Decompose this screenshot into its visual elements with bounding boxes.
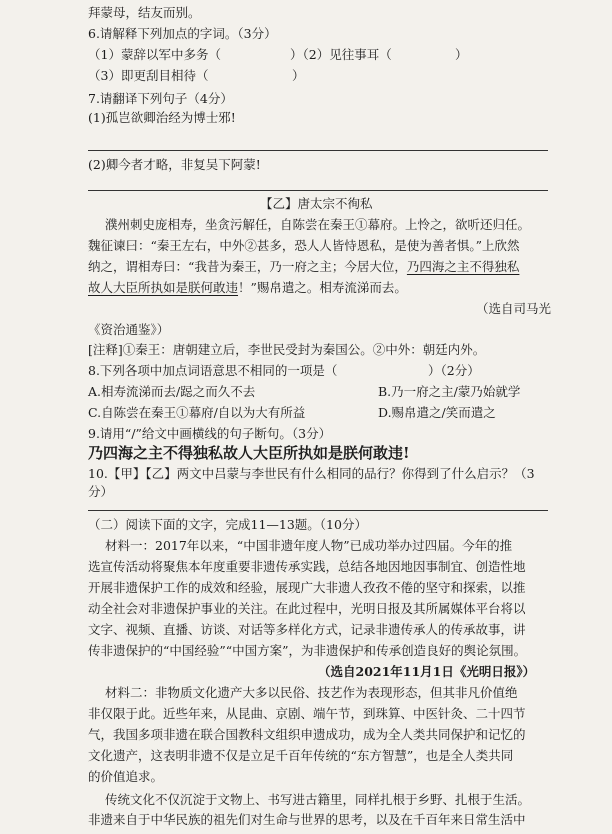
- m1-source: （选自2021年11月1日《光明日报》）: [318, 664, 536, 679]
- part2-heading: （二）阅读下面的文字，完成11—13题。（10分）: [88, 517, 367, 532]
- passage-b-line-4: [88, 280, 407, 296]
- m2-line-3: 气，我国多项非遗在联合国教科文组织申遗成功，成为全人类共同保护和记忆的: [88, 727, 526, 742]
- q9-stem: 9.请用“/”给文中画横线的句子断句。（3分）: [88, 426, 332, 441]
- q9-sentence: 乃四海之主不得独私故人大臣所执如是朕何敢违!: [88, 444, 410, 462]
- q10-line-1: 10.【甲】【乙】两文中吕蒙与李世民有什么相同的品行？你得到了什么启示？（3: [88, 466, 535, 481]
- answer-line: [88, 190, 548, 191]
- q6-item-3: （3）即更刮目相待（: [88, 68, 209, 83]
- q6-item-1: （1）蒙辞以军中多务（: [88, 47, 221, 62]
- underlined-sentence-part-2: 故人大臣所执如是朕何敢违: [88, 280, 239, 295]
- q6-item-3-close: ）: [292, 68, 305, 83]
- passage-b-line-3: [88, 259, 519, 275]
- q8-option-c: C.自陈尝在秦王①幕府/自以为大有所益: [88, 405, 306, 420]
- m1-line-5: 文字、视频、直播、访谈、对话等多样化方式，记录非遗传承人的传承故事，讲: [88, 622, 526, 637]
- q8-stem-tail: ）（2分）: [428, 363, 480, 378]
- q6-item-2: ）（2）见往事耳（: [290, 47, 392, 62]
- m1-line-4: 动全社会对非遗保护事业的关注。在此过程中，光明日报及其所属媒体平台将以: [88, 601, 526, 616]
- m1-line-2: 选宣传活动将聚焦本年度重要非遗传承实践，总结各地因地因事制宜、创造性地: [88, 559, 526, 574]
- q7-sentence-2: (2)卿今者才略，非复吴下阿蒙!: [88, 157, 261, 172]
- answer-line: [88, 150, 548, 151]
- passage-b-note: [注释]①秦王：唐朝建立后，李世民受封为秦国公。②中外：朝廷内外。: [88, 342, 486, 357]
- passage-b-source-b: 《资治通鉴》）: [88, 322, 170, 337]
- passage-b-line-4-text: ！”赐帛遣之。相寿流涕而去。: [238, 280, 407, 295]
- m1-line-1: 材料一：2017年以来，“中国非遗年度人物”已成功举办过四届。今年的推: [105, 538, 513, 553]
- m2-line-2: 非仅限于此。近些年来，从昆曲、京剧、端午节，到珠算、中医针灸、二十四节: [88, 706, 526, 721]
- q10-line-2: 分）: [88, 484, 114, 499]
- m3-line-1: 传统文化不仅沉淀于文物上、书写进古籍里，同样扎根于乡野、扎根于生活。: [105, 792, 531, 807]
- q6-stem: 6.请解释下列加点的字词。（3分）: [88, 26, 277, 41]
- q6-item-2-close: ）: [455, 47, 468, 62]
- q8-option-d: D.赐帛遣之/笑而遣之: [378, 405, 496, 420]
- m3-line-2: 非遗来自于中华民族的祖先们对生命与世界的思考，以及在千百年来日常生活中: [88, 812, 526, 827]
- passage-b-line-1: 濮州刺史庞相寿，坐贪污解任，自陈尝在秦王①幕府。上怜之，欲听还归任。: [105, 217, 531, 232]
- q8-stem: 8.下列各项中加点词语意思不相同的一项是（: [88, 363, 338, 378]
- m1-line-3: 开展非遗保护工作的成效和经验，展现广大非遗人孜孜不倦的坚守和探索，以推: [88, 580, 526, 595]
- passage-b-title: 【乙】唐太宗不徇私: [260, 196, 373, 211]
- q8-option-b: B.乃一府之主/蒙乃始就学: [378, 384, 521, 399]
- m2-line-4: 文化遗产，这表明非遗不仅是立足千百年传统的“东方智慧”，也是全人类共同: [88, 748, 514, 763]
- underlined-sentence-part-1: 乃四海之主不得独私: [406, 259, 520, 274]
- m2-line-5: 的价值追求。: [88, 769, 164, 784]
- passage-b-line-3-text: 纳之，谓相寿曰：“我昔为秦王，乃一府之主；今居大位，: [88, 259, 407, 274]
- passage-b-source-a: （选自司马光: [476, 301, 552, 316]
- m2-line-1: 材料二：非物质文化遗产大多以民俗、技艺作为表现形态，但其非凡价值绝: [105, 685, 518, 700]
- q8-option-a: A.相寿流涕而去/跽之而久不去: [88, 384, 256, 399]
- answer-line: [88, 510, 548, 511]
- passage-b-line-2: 魏征谏曰：“秦王左右，中外②甚多，恐人人皆恃恩私，是使为善者惧。”上欣然: [88, 238, 520, 253]
- q7-sentence-1: (1)孤岂欲卿治经为博士邪!: [88, 110, 236, 125]
- q7-stem: 7.请翻译下列句子（4分）: [88, 91, 233, 106]
- q5-tail-text: 拜蒙母，结友而别。: [88, 5, 201, 20]
- m1-line-6: 传非遗保护的“中国经验”“中国方案”，为非遗保护和传承创造良好的舆论氛围。: [88, 643, 527, 658]
